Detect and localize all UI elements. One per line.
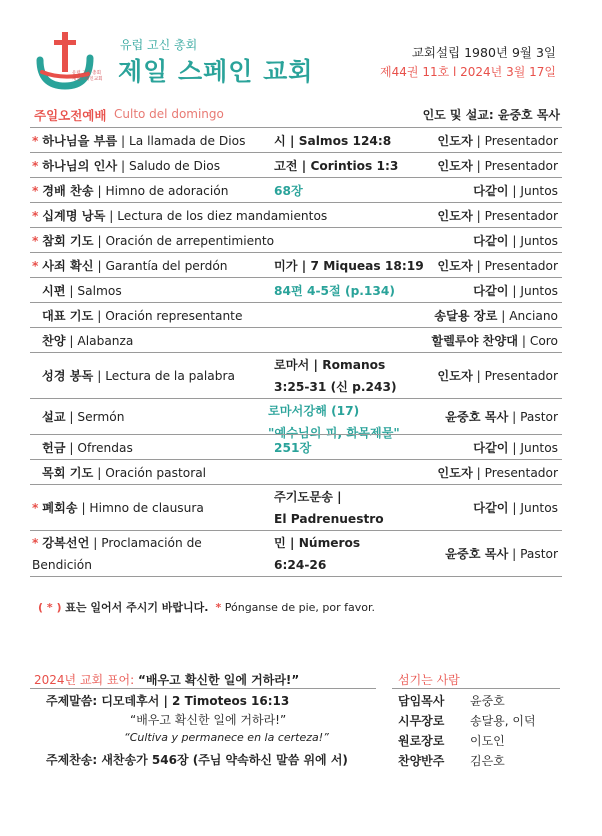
leader-ko: 인도자 bbox=[437, 369, 473, 383]
row-item bbox=[42, 308, 242, 324]
item-es: | Salmos bbox=[65, 284, 122, 298]
item-ko: 십계명 낭독 bbox=[42, 209, 106, 223]
row-leader bbox=[431, 333, 558, 349]
item-es-cont: Bendición bbox=[32, 558, 92, 572]
item-ko: 폐회송 bbox=[42, 501, 78, 515]
row-item bbox=[32, 208, 327, 224]
founded-date: 교회설립 1980년 9월 3일 bbox=[411, 45, 556, 60]
item-es: | Ofrendas bbox=[65, 441, 133, 455]
row-item bbox=[32, 183, 228, 199]
worship-row bbox=[30, 459, 562, 484]
worship-row bbox=[30, 252, 562, 277]
reference-line: 로마서 | Romanos bbox=[274, 358, 386, 372]
item-ko: 시편 bbox=[42, 284, 66, 298]
issue-number: 제44권 11호 l 2024년 3월 17일 bbox=[380, 65, 556, 79]
theme-verse-es: “Cultiva y permanece en la certeza!” bbox=[124, 731, 329, 744]
leader-ko: 인도자 bbox=[437, 259, 473, 273]
officiant: 인도 및 설교: 윤중호 목사 bbox=[422, 108, 560, 122]
row-reference bbox=[274, 183, 303, 199]
server-role: 원로장로 bbox=[398, 734, 445, 748]
item-es: | Sermón bbox=[65, 410, 125, 424]
leader-ko: 인도자 bbox=[437, 209, 473, 223]
server-role: 찬양반주 bbox=[398, 754, 445, 768]
leader-ko: 송달용 장로 bbox=[434, 309, 498, 323]
leader-ko: 다같이 bbox=[473, 234, 509, 248]
leader-ko: 다같이 bbox=[473, 184, 509, 198]
row-leader bbox=[473, 233, 558, 249]
theme-hymn: 주제찬송: 새찬송가 546장 (주님 약속하신 말씀 위에 서) bbox=[46, 753, 348, 767]
worship-row bbox=[30, 202, 562, 227]
reference-line: 68장 bbox=[274, 184, 303, 198]
row-item bbox=[42, 465, 206, 481]
church-motto: 2024년 교회 표어: “배우고 확신한 일에 거하라!” bbox=[34, 673, 300, 687]
church-logo bbox=[32, 30, 112, 92]
reference-line: 주기도문송 | bbox=[274, 490, 342, 504]
divider bbox=[30, 688, 376, 689]
server-name: 이도인 bbox=[470, 734, 505, 748]
worship-row bbox=[30, 227, 562, 252]
server-name: 김은호 bbox=[470, 754, 505, 768]
stand-marker: * bbox=[32, 134, 39, 148]
row-leader bbox=[445, 546, 558, 562]
item-ko: 헌금 bbox=[42, 441, 66, 455]
row-reference bbox=[274, 532, 360, 576]
reference-line: 6:24-26 bbox=[274, 558, 327, 572]
row-item bbox=[32, 500, 204, 516]
standing-notice: ( * ) 표는 일어서 주시기 바랍니다. * Pónganse de pie, por favor. bbox=[38, 601, 376, 614]
row-reference bbox=[274, 486, 384, 530]
item-es: | Oración de arrepentimiento bbox=[93, 234, 275, 248]
leader-es: | Presentador bbox=[472, 369, 558, 383]
item-es: | La llamada de Dios bbox=[117, 134, 246, 148]
item-ko: 경배 찬송 bbox=[42, 184, 94, 198]
leader-ko: 다같이 bbox=[473, 284, 509, 298]
item-ko: 설교 bbox=[42, 410, 66, 424]
item-ko: 성경 봉독 bbox=[42, 369, 94, 383]
reference-line: El Padrenuestro bbox=[274, 512, 384, 526]
row-leader bbox=[473, 183, 558, 199]
leader-ko: 다같이 bbox=[473, 501, 509, 515]
stand-marker: * bbox=[32, 234, 39, 248]
row-leader bbox=[473, 283, 558, 299]
church-subtitle: 유럽 고신 총회 bbox=[120, 38, 198, 52]
divider bbox=[392, 688, 560, 689]
row-reference bbox=[274, 258, 424, 274]
item-es: | Proclamación de bbox=[89, 536, 202, 550]
server-name: 윤중호 bbox=[470, 694, 505, 708]
row-leader bbox=[437, 465, 558, 481]
stand-marker: * bbox=[32, 536, 39, 550]
theme-verse: 주제말씀: 디모데후서 | 2 Timoteos 16:13 bbox=[46, 694, 290, 708]
item-es: | Alabanza bbox=[65, 334, 134, 348]
row-leader bbox=[437, 133, 558, 149]
row-reference bbox=[274, 133, 391, 149]
reference-line: 로마서강해 (17) bbox=[268, 404, 360, 418]
server-name: 송달용, 이덕 bbox=[470, 714, 536, 728]
stand-marker: * bbox=[32, 159, 39, 173]
stand-marker: * bbox=[32, 184, 39, 198]
row-item bbox=[32, 133, 245, 149]
leader-es: | Pastor bbox=[508, 547, 558, 561]
worship-row bbox=[30, 327, 562, 352]
reference-line: "예수님의 피, 화목제물" bbox=[268, 426, 400, 440]
leader-es: | Presentador bbox=[472, 259, 558, 273]
leader-ko: 윤중호 목사 bbox=[445, 410, 509, 424]
row-reference bbox=[274, 354, 397, 398]
leader-ko: 할렐루야 찬양대 bbox=[431, 334, 518, 348]
row-leader bbox=[473, 440, 558, 456]
leader-ko: 인도자 bbox=[437, 466, 473, 480]
reference-line: 민 | Números bbox=[274, 536, 361, 550]
row-reference bbox=[274, 440, 311, 456]
item-es: | Saludo de Dios bbox=[117, 159, 221, 173]
service-title-ko: 주일오전예배 bbox=[34, 108, 107, 123]
row-item bbox=[42, 409, 125, 425]
item-ko: 대표 기도 bbox=[42, 309, 94, 323]
item-ko: 하나님을 부름 bbox=[42, 134, 118, 148]
item-es: | Lectura de los diez mandamientos bbox=[105, 209, 328, 223]
worship-row bbox=[30, 177, 562, 202]
row-leader bbox=[437, 368, 558, 384]
worship-row bbox=[30, 302, 562, 327]
reference-line: 미가 | 7 Miqueas 18:19 bbox=[274, 259, 424, 273]
theme-verse-ko: “배우고 확신한 일에 거하라!” bbox=[130, 713, 287, 727]
row-item bbox=[42, 368, 235, 384]
reference-line: 시 | Salmos 124:8 bbox=[274, 134, 392, 148]
item-es: | Oración representante bbox=[93, 309, 243, 323]
row-item bbox=[32, 532, 202, 576]
leader-es: | Juntos bbox=[508, 501, 558, 515]
leader-es: | Anciano bbox=[497, 309, 558, 323]
worship-row bbox=[30, 530, 562, 577]
row-leader bbox=[445, 409, 558, 425]
item-ko: 참회 기도 bbox=[42, 234, 94, 248]
reference-line: 3:25-31 (신 p.243) bbox=[274, 380, 397, 394]
item-ko: 하나님의 인사 bbox=[42, 159, 118, 173]
leader-es: | Juntos bbox=[508, 184, 558, 198]
servers-title: 섬기는 사람 bbox=[398, 673, 460, 687]
leader-ko: 인도자 bbox=[437, 159, 473, 173]
row-item bbox=[42, 440, 133, 456]
leader-es: | Coro bbox=[517, 334, 558, 348]
item-es: | Garantía del perdón bbox=[93, 259, 228, 273]
row-item bbox=[32, 158, 220, 174]
item-ko: 찬양 bbox=[42, 334, 66, 348]
server-role: 시무장로 bbox=[398, 714, 445, 728]
item-es: | Lectura de la palabra bbox=[93, 369, 235, 383]
leader-es: | Juntos bbox=[508, 284, 558, 298]
item-ko: 목회 기도 bbox=[42, 466, 94, 480]
row-leader bbox=[473, 500, 558, 516]
worship-row bbox=[30, 484, 562, 530]
leader-es: | Presentador bbox=[472, 209, 558, 223]
row-leader bbox=[437, 158, 558, 174]
server-role: 담임목사 bbox=[398, 694, 445, 708]
stand-marker: * bbox=[32, 259, 39, 273]
leader-es: | Presentador bbox=[472, 134, 558, 148]
worship-row bbox=[30, 127, 562, 152]
reference-line: 고전 | Corintios 1:3 bbox=[274, 159, 399, 173]
row-reference bbox=[274, 158, 398, 174]
leader-es: | Juntos bbox=[508, 234, 558, 248]
row-item bbox=[42, 283, 122, 299]
row-reference bbox=[274, 283, 395, 299]
leader-es: | Pastor bbox=[508, 410, 558, 424]
service-title-es: Culto del domingo bbox=[114, 107, 224, 121]
stand-marker: * bbox=[32, 501, 39, 515]
stand-marker: * bbox=[32, 209, 39, 223]
row-item bbox=[42, 333, 133, 349]
leader-es: | Presentador bbox=[472, 159, 558, 173]
reference-line: 84편 4-5절 (p.134) bbox=[274, 284, 395, 298]
worship-row bbox=[30, 152, 562, 177]
worship-row bbox=[30, 277, 562, 302]
item-es: | Himno de adoración bbox=[93, 184, 229, 198]
row-item bbox=[32, 233, 274, 249]
item-es: | Himno de clausura bbox=[77, 501, 204, 515]
worship-row bbox=[30, 352, 562, 398]
item-ko: 사죄 확신 bbox=[42, 259, 94, 273]
leader-es: | Juntos bbox=[508, 441, 558, 455]
row-item bbox=[32, 258, 228, 274]
leader-ko: 다같이 bbox=[473, 441, 509, 455]
order-of-worship bbox=[30, 127, 562, 577]
row-leader bbox=[437, 258, 558, 274]
row-leader bbox=[434, 308, 558, 324]
row-leader bbox=[437, 208, 558, 224]
leader-ko: 윤중호 목사 bbox=[445, 547, 509, 561]
church-title: 제일 스페인 교회 bbox=[118, 57, 314, 86]
worship-row bbox=[30, 398, 562, 440]
leader-es: | Presentador bbox=[472, 466, 558, 480]
worship-row bbox=[30, 434, 562, 459]
leader-ko: 인도자 bbox=[437, 134, 473, 148]
item-es: | Oración pastoral bbox=[93, 466, 207, 480]
reference-line: 251장 bbox=[274, 441, 312, 455]
logo-caption: 유럽 고신 총회 제일스페인교회 bbox=[72, 71, 103, 82]
item-ko: 강복선언 bbox=[42, 536, 90, 550]
